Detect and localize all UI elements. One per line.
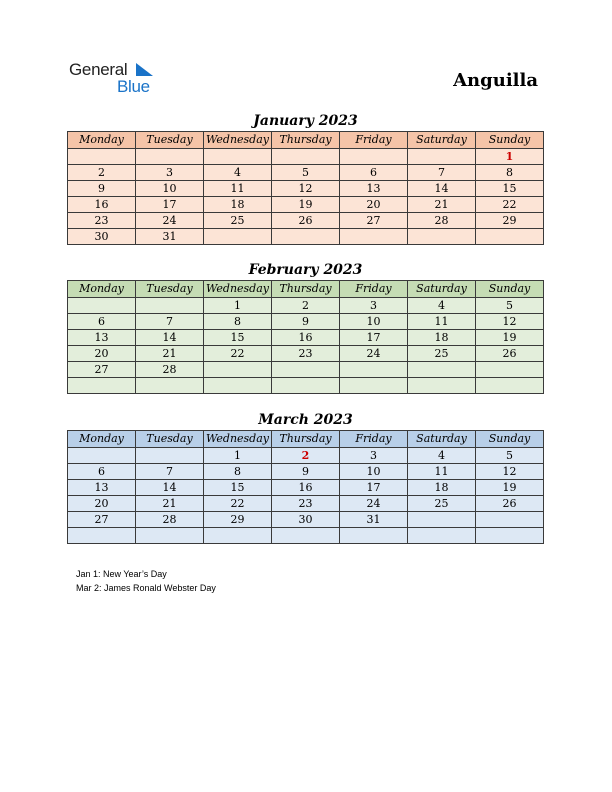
weekday-header: Sunday bbox=[476, 132, 544, 149]
day-cell: 16 bbox=[272, 330, 340, 346]
empty-day-cell bbox=[204, 149, 272, 165]
day-cell: 14 bbox=[136, 480, 204, 496]
weekday-header: Monday bbox=[68, 431, 136, 448]
day-cell: 22 bbox=[476, 197, 544, 213]
empty-day-cell bbox=[272, 362, 340, 378]
weekday-header: Sunday bbox=[476, 281, 544, 298]
day-cell: 2 bbox=[68, 165, 136, 181]
day-cell: 7 bbox=[136, 464, 204, 480]
empty-day-cell bbox=[408, 229, 476, 245]
day-cell: 25 bbox=[408, 346, 476, 362]
holiday-item: Mar 2: James Ronald Webster Day bbox=[76, 583, 216, 593]
holiday-day-cell: 1 bbox=[476, 149, 544, 165]
day-cell: 11 bbox=[408, 464, 476, 480]
country-title: Anguilla bbox=[453, 70, 538, 91]
day-cell: 30 bbox=[68, 229, 136, 245]
day-cell: 19 bbox=[476, 330, 544, 346]
day-cell: 20 bbox=[340, 197, 408, 213]
day-cell: 3 bbox=[340, 448, 408, 464]
day-cell: 17 bbox=[136, 197, 204, 213]
empty-day-cell bbox=[68, 448, 136, 464]
week-row bbox=[68, 213, 544, 229]
logo bbox=[69, 60, 169, 96]
day-cell: 6 bbox=[340, 165, 408, 181]
empty-day-cell bbox=[272, 229, 340, 245]
day-cell: 28 bbox=[136, 512, 204, 528]
day-cell: 26 bbox=[272, 213, 340, 229]
empty-day-cell bbox=[136, 149, 204, 165]
day-cell: 17 bbox=[340, 330, 408, 346]
empty-day-cell bbox=[340, 362, 408, 378]
weekday-header: Saturday bbox=[408, 281, 476, 298]
day-cell: 14 bbox=[408, 181, 476, 197]
day-cell: 16 bbox=[68, 197, 136, 213]
empty-day-cell bbox=[204, 378, 272, 394]
day-cell: 6 bbox=[68, 314, 136, 330]
day-cell: 24 bbox=[136, 213, 204, 229]
day-cell: 24 bbox=[340, 346, 408, 362]
day-cell: 22 bbox=[204, 496, 272, 512]
empty-day-cell bbox=[408, 149, 476, 165]
weekday-header: Wednesday bbox=[204, 281, 272, 298]
weekday-header: Tuesday bbox=[136, 431, 204, 448]
empty-day-cell bbox=[272, 528, 340, 544]
day-cell: 20 bbox=[68, 496, 136, 512]
empty-day-cell bbox=[136, 448, 204, 464]
empty-day-cell bbox=[408, 378, 476, 394]
day-cell: 4 bbox=[204, 165, 272, 181]
day-cell: 11 bbox=[204, 181, 272, 197]
logo-text-general: General bbox=[69, 60, 128, 79]
empty-day-cell bbox=[136, 378, 204, 394]
weekday-header: Saturday bbox=[408, 132, 476, 149]
day-cell: 23 bbox=[68, 213, 136, 229]
week-row bbox=[68, 528, 544, 544]
day-cell: 12 bbox=[476, 464, 544, 480]
holiday-list bbox=[76, 567, 216, 595]
day-cell: 26 bbox=[476, 346, 544, 362]
day-cell: 23 bbox=[272, 496, 340, 512]
day-cell: 10 bbox=[340, 314, 408, 330]
logo-triangle-icon bbox=[134, 63, 153, 77]
week-row bbox=[68, 330, 544, 346]
calendar-table bbox=[67, 430, 544, 544]
week-row bbox=[68, 314, 544, 330]
day-cell: 7 bbox=[408, 165, 476, 181]
weekday-header: Wednesday bbox=[204, 431, 272, 448]
weekday-header: Tuesday bbox=[136, 281, 204, 298]
weekday-header: Wednesday bbox=[204, 132, 272, 149]
weekday-header: Saturday bbox=[408, 431, 476, 448]
day-cell: 25 bbox=[204, 213, 272, 229]
month-february bbox=[67, 261, 544, 394]
day-cell: 26 bbox=[476, 496, 544, 512]
empty-day-cell bbox=[340, 229, 408, 245]
day-cell: 19 bbox=[476, 480, 544, 496]
day-cell: 12 bbox=[272, 181, 340, 197]
day-cell: 29 bbox=[204, 512, 272, 528]
day-cell: 18 bbox=[408, 480, 476, 496]
day-cell: 11 bbox=[408, 314, 476, 330]
empty-day-cell bbox=[476, 378, 544, 394]
logo-text-blue: Blue bbox=[117, 77, 150, 96]
weekday-header: Thursday bbox=[272, 431, 340, 448]
day-cell: 21 bbox=[136, 496, 204, 512]
day-cell: 9 bbox=[272, 464, 340, 480]
empty-day-cell bbox=[204, 528, 272, 544]
week-row bbox=[68, 229, 544, 245]
day-cell: 30 bbox=[272, 512, 340, 528]
day-cell: 16 bbox=[272, 480, 340, 496]
day-cell: 19 bbox=[272, 197, 340, 213]
week-row bbox=[68, 346, 544, 362]
weekday-header: Monday bbox=[68, 281, 136, 298]
empty-day-cell bbox=[476, 528, 544, 544]
weekday-header: Friday bbox=[340, 132, 408, 149]
empty-day-cell bbox=[136, 298, 204, 314]
day-cell: 2 bbox=[272, 298, 340, 314]
weekday-header: Tuesday bbox=[136, 132, 204, 149]
day-cell: 9 bbox=[68, 181, 136, 197]
day-cell: 20 bbox=[68, 346, 136, 362]
empty-day-cell bbox=[204, 362, 272, 378]
week-row bbox=[68, 181, 544, 197]
holiday-day-cell: 2 bbox=[272, 448, 340, 464]
day-cell: 12 bbox=[476, 314, 544, 330]
empty-day-cell bbox=[204, 229, 272, 245]
day-cell: 21 bbox=[408, 197, 476, 213]
day-cell: 5 bbox=[272, 165, 340, 181]
week-row bbox=[68, 149, 544, 165]
week-row bbox=[68, 378, 544, 394]
day-cell: 29 bbox=[476, 213, 544, 229]
day-cell: 8 bbox=[476, 165, 544, 181]
month-title: January 2023 bbox=[253, 113, 358, 129]
week-row bbox=[68, 165, 544, 181]
day-cell: 4 bbox=[408, 448, 476, 464]
empty-day-cell bbox=[340, 378, 408, 394]
weekday-header-row bbox=[68, 431, 544, 448]
week-row bbox=[68, 480, 544, 496]
day-cell: 1 bbox=[204, 448, 272, 464]
month-title: February 2023 bbox=[248, 262, 363, 278]
empty-day-cell bbox=[136, 528, 204, 544]
weekday-header: Friday bbox=[340, 431, 408, 448]
week-row bbox=[68, 496, 544, 512]
weekday-header: Friday bbox=[340, 281, 408, 298]
day-cell: 25 bbox=[408, 496, 476, 512]
calendar-table bbox=[67, 280, 544, 394]
weekday-header-row bbox=[68, 281, 544, 298]
empty-day-cell bbox=[68, 528, 136, 544]
weekday-header-row bbox=[68, 132, 544, 149]
week-row bbox=[68, 298, 544, 314]
day-cell: 22 bbox=[204, 346, 272, 362]
week-row bbox=[68, 448, 544, 464]
month-january bbox=[67, 112, 544, 245]
day-cell: 8 bbox=[204, 464, 272, 480]
weekday-header: Monday bbox=[68, 132, 136, 149]
day-cell: 3 bbox=[136, 165, 204, 181]
empty-day-cell bbox=[408, 362, 476, 378]
day-cell: 10 bbox=[340, 464, 408, 480]
day-cell: 18 bbox=[408, 330, 476, 346]
day-cell: 7 bbox=[136, 314, 204, 330]
day-cell: 1 bbox=[204, 298, 272, 314]
day-cell: 27 bbox=[68, 362, 136, 378]
day-cell: 28 bbox=[136, 362, 204, 378]
weekday-header: Thursday bbox=[272, 132, 340, 149]
day-cell: 31 bbox=[136, 229, 204, 245]
empty-day-cell bbox=[68, 149, 136, 165]
day-cell: 13 bbox=[68, 330, 136, 346]
day-cell: 14 bbox=[136, 330, 204, 346]
empty-day-cell bbox=[340, 528, 408, 544]
day-cell: 27 bbox=[340, 213, 408, 229]
month-title: March 2023 bbox=[258, 412, 353, 428]
empty-day-cell bbox=[272, 149, 340, 165]
week-row bbox=[68, 464, 544, 480]
day-cell: 6 bbox=[68, 464, 136, 480]
empty-day-cell bbox=[340, 149, 408, 165]
empty-day-cell bbox=[68, 298, 136, 314]
day-cell: 5 bbox=[476, 298, 544, 314]
day-cell: 3 bbox=[340, 298, 408, 314]
empty-day-cell bbox=[476, 229, 544, 245]
day-cell: 5 bbox=[476, 448, 544, 464]
day-cell: 15 bbox=[476, 181, 544, 197]
day-cell: 21 bbox=[136, 346, 204, 362]
week-row bbox=[68, 362, 544, 378]
weekday-header: Sunday bbox=[476, 431, 544, 448]
day-cell: 9 bbox=[272, 314, 340, 330]
day-cell: 18 bbox=[204, 197, 272, 213]
day-cell: 13 bbox=[68, 480, 136, 496]
weekday-header: Thursday bbox=[272, 281, 340, 298]
day-cell: 17 bbox=[340, 480, 408, 496]
day-cell: 28 bbox=[408, 213, 476, 229]
day-cell: 8 bbox=[204, 314, 272, 330]
empty-day-cell bbox=[476, 362, 544, 378]
day-cell: 24 bbox=[340, 496, 408, 512]
day-cell: 13 bbox=[340, 181, 408, 197]
day-cell: 31 bbox=[340, 512, 408, 528]
day-cell: 4 bbox=[408, 298, 476, 314]
day-cell: 23 bbox=[272, 346, 340, 362]
month-march bbox=[67, 411, 544, 544]
week-row bbox=[68, 512, 544, 528]
empty-day-cell bbox=[476, 512, 544, 528]
holiday-item: Jan 1: New Year’s Day bbox=[76, 569, 167, 579]
week-row bbox=[68, 197, 544, 213]
empty-day-cell bbox=[68, 378, 136, 394]
empty-day-cell bbox=[408, 528, 476, 544]
day-cell: 15 bbox=[204, 480, 272, 496]
calendar-table bbox=[67, 131, 544, 245]
empty-day-cell bbox=[272, 378, 340, 394]
day-cell: 27 bbox=[68, 512, 136, 528]
empty-day-cell bbox=[408, 512, 476, 528]
day-cell: 10 bbox=[136, 181, 204, 197]
day-cell: 15 bbox=[204, 330, 272, 346]
